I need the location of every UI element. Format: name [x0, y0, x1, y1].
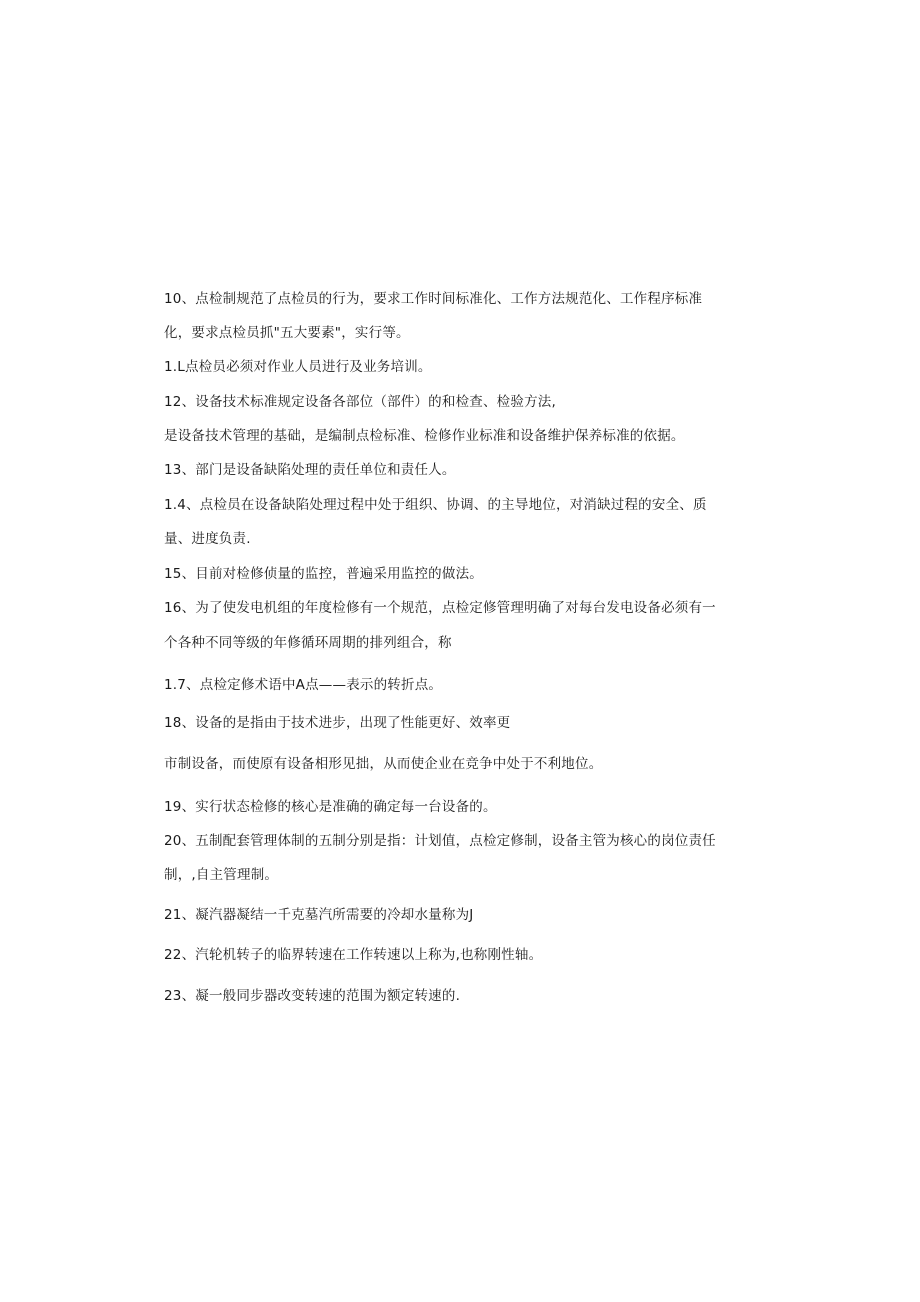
text-line-18b: 市制设备，而使原有设备相形见拙，从而使企业在竞争中处于不利地位。 [164, 756, 603, 772]
text-line-10b: 化，要求点检员抓"五大要素"，实行等。 [164, 325, 410, 341]
text-line-16a: 16、为了使发电机组的年度检修有一个规范，点检定修管理明确了对每台发电设备必须有一 [164, 600, 716, 616]
text-line-18a: 18、设备的是指由于技术进步，出现了性能更好、效率更 [164, 715, 511, 731]
text-line-12a: 12、设备技术标准规定设备各部位（部件）的和检查、检验方法, [164, 394, 556, 410]
text-line-22: 22、汽轮机转子的临界转速在工作转速以上称为,也称刚性轴。 [164, 947, 543, 963]
text-line-12b: 是设备技术管理的基础，是编制点检标准、检修作业标准和设备维护保养标准的依据。 [164, 428, 685, 444]
text-line-16b: 个各种不同等级的年修循环周期的排列组合，称 [164, 635, 452, 651]
text-line-23: 23、凝一般同步器改变转速的范围为额定转速的. [164, 988, 461, 1004]
text-line-21: 21、凝汽器凝结一千克墓汽所需要的冷却水量称为J [164, 907, 474, 923]
text-line-20a: 20、五制配套管理体制的五制分别是指：计划值，点检定修制，设备主管为核心的岗位责任 [164, 833, 716, 849]
text-line-13: 13、部门是设备缺陷处理的责任单位和责任人。 [164, 462, 456, 478]
text-line-20b: 制，,自主管理制。 [164, 867, 279, 883]
text-line-10a: 10、点检制规范了点检员的行为，要求工作时间标准化、工作方法规范化、工作程序标准 [164, 291, 703, 307]
text-line-11: 1.L点检员必须对作业人员进行及业务培训。 [164, 359, 432, 375]
text-line-14a: 1.4、点检员在设备缺陷处理过程中处于组织、协调、的主导地位，对消缺过程的安全、质 [164, 497, 707, 513]
text-line-14b: 量、进度负责. [164, 531, 251, 547]
text-line-17: 1.7、点检定修术语中A点——表示的转折点。 [164, 677, 443, 693]
text-line-19: 19、实行状态检修的核心是准确的确定每一台设备的。 [164, 799, 497, 815]
text-line-15: 15、目前对检修侦量的监控，普遍采用监控的做法。 [164, 566, 483, 582]
